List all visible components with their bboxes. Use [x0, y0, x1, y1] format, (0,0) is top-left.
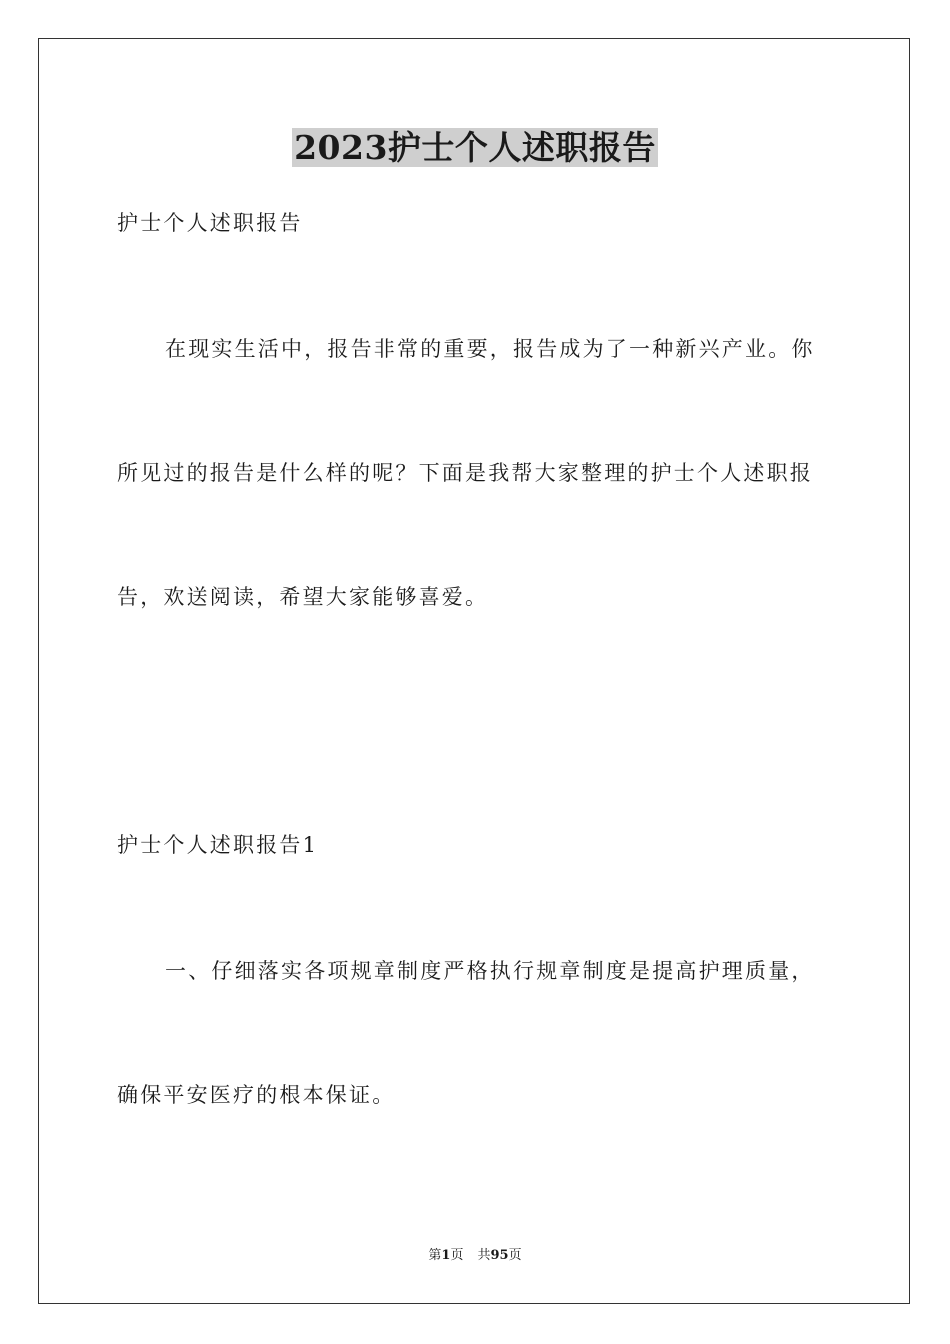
paragraph-2-line-2: 确保平安医疗的根本保证。 — [117, 1083, 396, 1107]
subtitle-line: 护士个人述职报告 — [117, 211, 303, 235]
footer-total-prefix: 共 — [477, 1248, 491, 1263]
footer-page-suffix: 页 — [450, 1248, 464, 1263]
document-title — [0, 126, 950, 170]
footer-page-prefix: 第 — [428, 1248, 442, 1263]
paragraph-2-line-1: 一、仔细落实各项规章制度严格执行规章制度是提高护理质量， — [165, 959, 815, 983]
footer-page-number: 1 — [441, 1248, 451, 1263]
footer-total-pages: 95 — [490, 1248, 509, 1263]
paragraph-1-line-3: 告，欢送阅读，希望大家能够喜爱。 — [117, 585, 489, 609]
footer-total-suffix: 页 — [508, 1248, 522, 1263]
paragraph-1-line-1: 在现实生活中，报告非常的重要，报告成为了一种新兴产业。你 — [165, 337, 815, 361]
document-title-text: 2023护士个人述职报告 — [294, 128, 656, 167]
page-footer — [0, 1246, 950, 1266]
paragraph-1-line-2: 所见过的报告是什么样的呢？下面是我帮大家整理的护士个人述职报 — [117, 461, 813, 485]
section-heading: 护士个人述职报告1 — [117, 833, 319, 857]
